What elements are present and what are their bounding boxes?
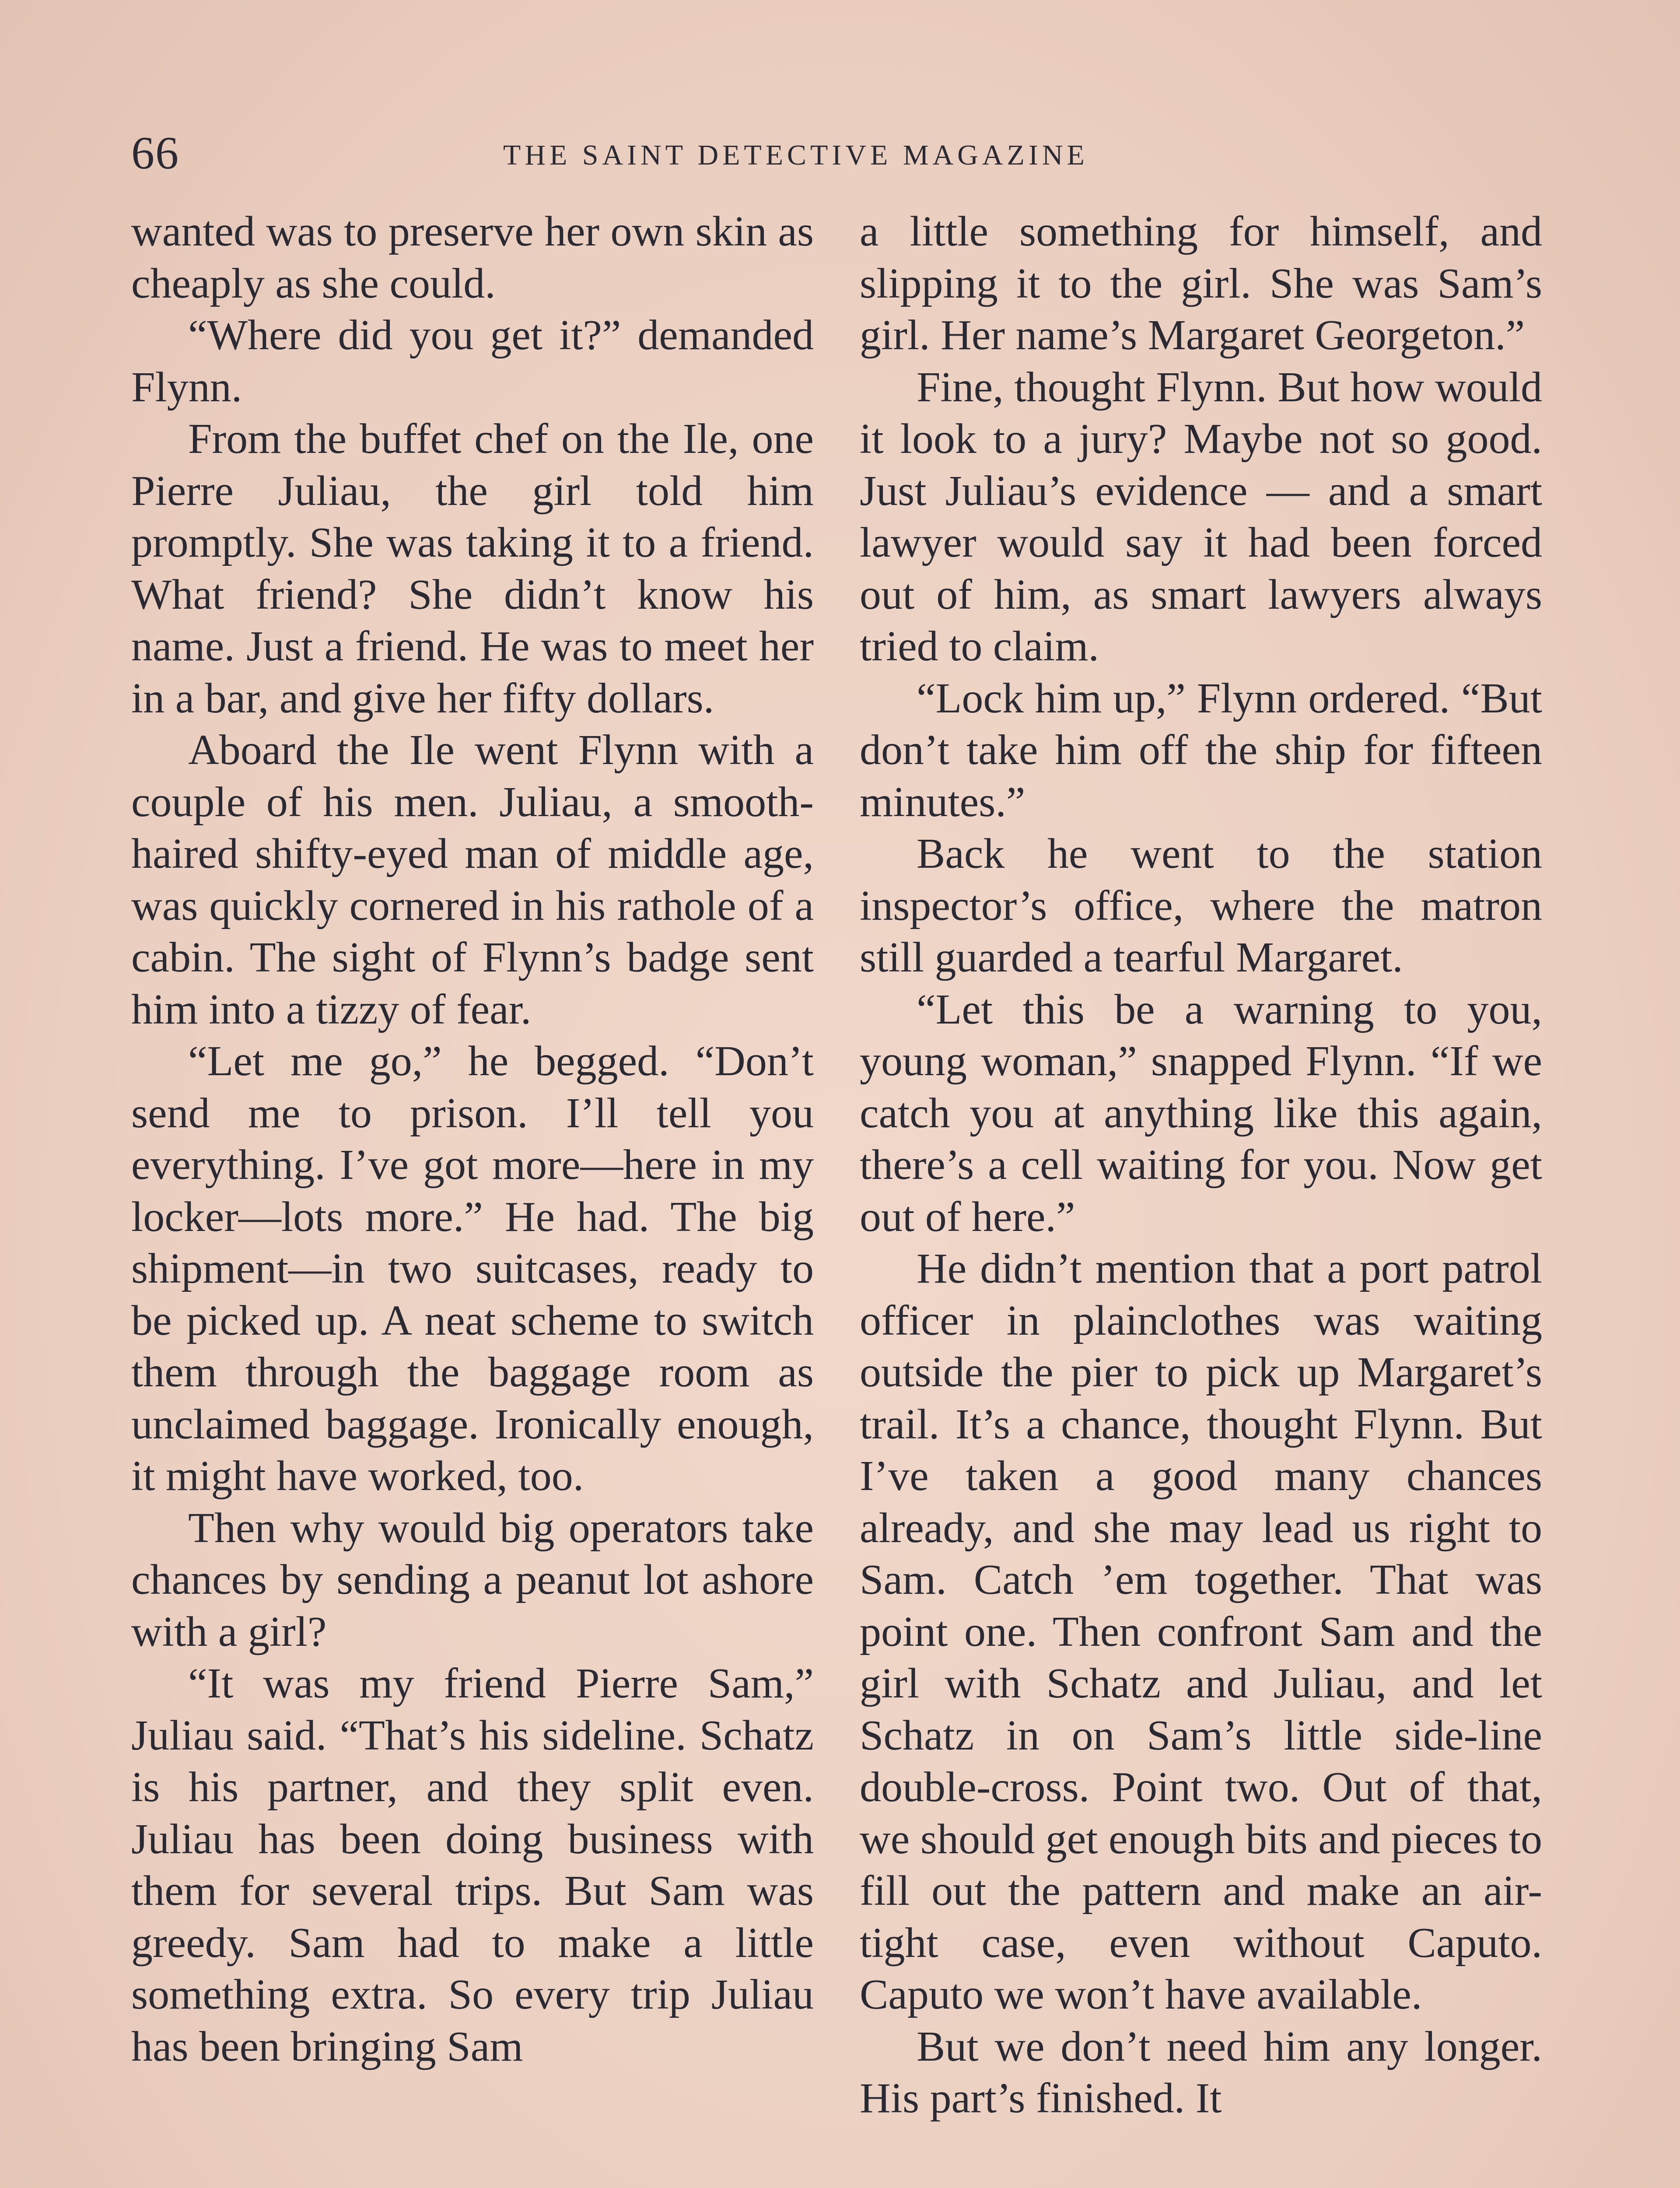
paragraph: Back he went to the station inspector’s office, where the matron still guarded a tearful Margaret.: [860, 830, 1542, 981]
paragraph: “Lock him up,” Flynn ordered. “But don’t take him off the ship for fifteen minutes.”: [860, 674, 1542, 826]
page-header: [131, 125, 1575, 182]
paragraph: “Let me go,” he begged. “Don’t send me to prison. I’ll tell you everything. I’ve got more—here in my locker—lots more.” He had. The big shipment—in two suitcases, ready to be picked up. A neat scheme to switch them through the baggage room as unclaimed baggage. Ironically enough, it might have worked, too.: [131, 1038, 814, 1500]
paragraph: “Let this be a warning to you, young woman,” snapped Flynn. “If we catch you at anything like this again, there’s a cell waiting for you. Now get out of here.”: [860, 985, 1542, 1241]
running-head: THE SAINT DETECTIVE MAGAZINE: [503, 139, 1088, 171]
paragraph: Aboard the Ile went Flynn with a couple of his men. Juliau, a smooth-haired shifty-eyed man of middle age, was quickly cornered in his rathole of a cabin. The sight of Flynn’s badge sent him into a tizzy of fear.: [131, 726, 814, 1033]
page-number: 66: [131, 127, 179, 179]
paragraph: Then why would big operators take chances by sending a peanut lot ashore with a girl?: [131, 1504, 814, 1655]
paragraph: a little something for himself, and slipping it to the girl. She was Sam’s girl. Her name’s Margaret Georgeton.”: [860, 208, 1542, 359]
paragraph: Fine, thought Flynn. But how would it look to a jury? Maybe not so good. Just Juliau’s evidence — and a smart lawyer would say it had been forced out of him, as smart lawyers always tried to claim.: [860, 363, 1542, 670]
paragraph: He didn’t mention that a port patrol officer in plainclothes was waiting outside the pier to pick up Margaret’s trail. It’s a chance, thought Flynn. But I’ve taken a good many chances already, and she may lead us right to Sam. Catch ’em together. That was point one. Then confront Sam and the girl with Schatz and Juliau, and let Schatz in on Sam’s little side-line double-cross. Point two. Out of that, we should get enough bits and pieces to fill out the pattern and make an air-tight case, even without Caputo. Caputo we won’t have available.: [860, 1245, 1542, 2018]
right-column: [860, 206, 1542, 2125]
left-column: [131, 206, 814, 2072]
paragraph: “Where did you get it?” demanded Flynn.: [131, 312, 814, 411]
paragraph: From the buffet chef on the Ile, one Pierre Juliau, the girl told him promptly. She was taking it to a friend. What friend? She didn’t know his name. Just a friend. He was to meet her in a bar, and give her fifty dollars.: [131, 415, 814, 722]
paragraph: But we don’t need him any longer. His part’s finished. It: [860, 2023, 1542, 2122]
paragraph: “It was my friend Pierre Sam,” Juliau said. “That’s his sideline. Schatz is his partner, and they split even. Juliau has been doing business with them for several trips. But Sam was greedy. Sam had to make a little something extra. So every trip Juliau has been bringing Sam: [131, 1660, 814, 2070]
paragraph: wanted was to preserve her own skin as cheaply as she could.: [131, 208, 814, 307]
